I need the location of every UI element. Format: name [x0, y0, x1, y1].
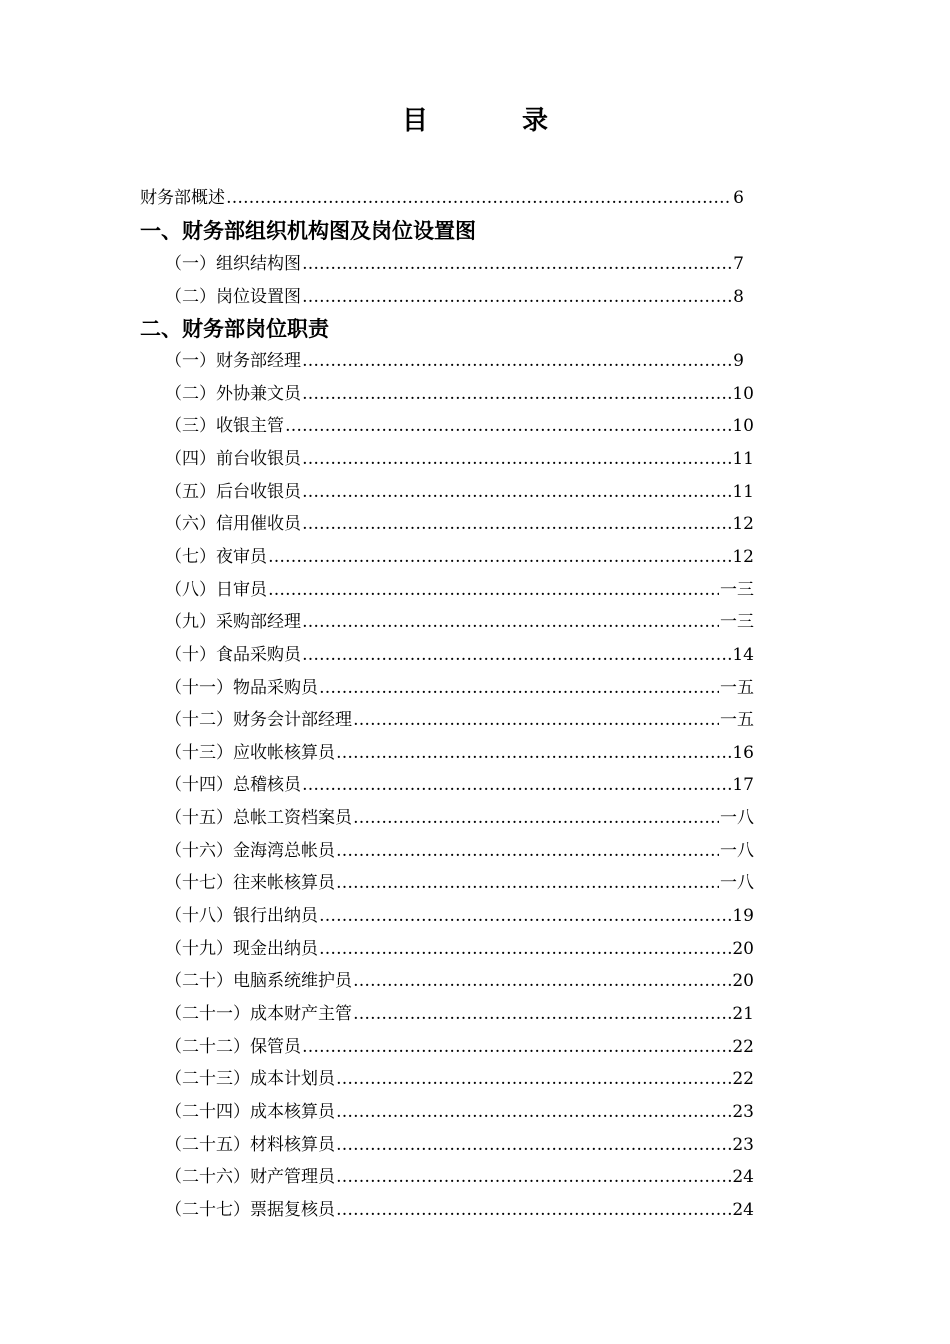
toc-page-number: 一三 [720, 612, 754, 633]
toc-entry [165, 448, 754, 470]
toc-entry [165, 840, 754, 862]
section-heading-1: 一、财务部组织机构图及岗位设置图 [140, 218, 476, 243]
dot-leader [336, 1134, 731, 1156]
toc-page-number: 21 [732, 1004, 754, 1024]
toc-entry [165, 1003, 754, 1025]
toc-entry [165, 286, 744, 308]
dot-leader [302, 350, 732, 372]
dot-leader [302, 481, 731, 503]
dot-leader [302, 774, 731, 796]
toc-page-number: 9 [733, 351, 744, 371]
toc-page-number: 17 [732, 775, 754, 796]
toc-page-number: 22 [732, 1036, 754, 1057]
dot-leader [302, 383, 731, 405]
toc-entry [165, 350, 744, 372]
dot-leader [285, 415, 731, 437]
toc-entry [165, 742, 754, 764]
toc-entry [165, 481, 754, 503]
toc-entry-label: （二）外协兼文员 [165, 383, 301, 404]
toc-entry-label: （十四）总稽核员 [165, 775, 301, 796]
toc-entry-label: （十八）银行出纳员 [165, 906, 318, 927]
toc-page-number: 19 [732, 906, 754, 927]
toc-page-number: 12 [732, 546, 754, 567]
toc-entry-label: （二十四）成本核算员 [165, 1101, 335, 1122]
dot-leader [353, 709, 719, 731]
dot-leader [336, 742, 731, 764]
toc-entry-label: （七）夜审员 [165, 546, 267, 567]
toc-page-number: 22 [732, 1069, 754, 1090]
toc-entry-label: （十九）现金出纳员 [165, 938, 318, 959]
toc-page-number: 24 [732, 1167, 754, 1188]
toc-entry [165, 1134, 754, 1156]
dot-leader [226, 187, 732, 209]
toc-entry-label: （二十六）财产管理员 [165, 1167, 335, 1188]
toc-entry [165, 709, 754, 731]
toc-entry-label: （二十五）材料核算员 [165, 1134, 335, 1155]
dot-leader [302, 286, 732, 308]
section-heading-2: 二、财务部岗位职责 [140, 316, 329, 341]
toc-entry-label: （二十）电脑系统维护员 [165, 971, 352, 992]
dot-leader [336, 1101, 731, 1123]
dot-leader [336, 840, 719, 862]
dot-leader [302, 1036, 731, 1058]
toc-entry [165, 938, 754, 960]
toc-entry [165, 677, 754, 699]
dot-leader [319, 677, 719, 699]
toc-entry-label: （五）后台收银员 [165, 481, 301, 502]
toc-entry-label: （九）采购部经理 [165, 612, 301, 633]
toc-entry-label: （一）财务部经理 [165, 351, 301, 371]
toc-entry [165, 970, 754, 992]
dot-leader [353, 970, 731, 992]
toc-entry-label: （八）日审员 [165, 579, 267, 600]
toc-entry [165, 807, 754, 829]
toc-entry-label: （一）组织结构图 [165, 254, 301, 274]
dot-leader [302, 513, 731, 535]
toc-entry-label: （二十一）成本财产主管 [165, 1004, 352, 1024]
dot-leader [353, 1003, 731, 1025]
toc-page-number: 20 [732, 938, 754, 959]
page-title: 目 录 [401, 106, 582, 136]
toc-page-number: 一八 [720, 808, 754, 829]
toc-entry-label: （六）信用催收员 [165, 514, 301, 535]
toc-page-number: 20 [732, 971, 754, 992]
toc-entry-label: （十三）应收帐核算员 [165, 742, 335, 763]
toc-entry [165, 1036, 754, 1058]
toc-page-number: 23 [732, 1134, 754, 1155]
dot-leader [336, 1068, 731, 1090]
toc-page-number: 8 [733, 286, 744, 307]
toc-page-number: 一八 [720, 840, 754, 861]
toc-page-number: 23 [732, 1101, 754, 1122]
dot-leader [336, 1166, 731, 1188]
dot-leader [336, 872, 719, 894]
toc-page-number: 12 [732, 514, 754, 535]
toc-entry [165, 872, 754, 894]
toc-entry-label: 财务部概述 [140, 188, 225, 208]
dot-leader [302, 611, 719, 633]
dot-leader [319, 905, 731, 927]
toc-entry [165, 611, 754, 633]
toc-page-number: 10 [732, 416, 754, 437]
toc-entry-label: （十五）总帐工资档案员 [165, 808, 352, 829]
toc-entry-label: （十）食品采购员 [165, 644, 301, 665]
dot-leader [268, 546, 731, 568]
toc-entry [165, 1166, 754, 1188]
toc-entry-label: （十六）金海湾总帐员 [165, 840, 335, 861]
toc-page-number: 6 [733, 188, 744, 208]
dot-leader [353, 807, 719, 829]
toc-entry [165, 1101, 754, 1123]
toc-page-number: 一八 [720, 873, 754, 894]
toc-page-number: 14 [732, 644, 754, 665]
toc-entry-label: （二十三）成本计划员 [165, 1069, 335, 1090]
toc-page-number: 16 [732, 742, 754, 763]
dot-leader [268, 579, 719, 601]
toc-entry [165, 774, 754, 796]
toc-page-number: 24 [732, 1199, 754, 1220]
toc-entry [165, 905, 754, 927]
toc-entry [165, 579, 754, 601]
toc-entry-label: （四）前台收银员 [165, 448, 301, 469]
dot-leader [336, 1199, 731, 1221]
toc-entry [165, 1199, 754, 1221]
dot-leader [302, 448, 731, 470]
toc-page-number: 10 [732, 383, 754, 404]
toc-entry-overview [140, 187, 744, 209]
toc-entry [165, 644, 754, 666]
toc-entry [165, 415, 754, 437]
toc-entry-label: （二）岗位设置图 [165, 286, 301, 307]
dot-leader [302, 644, 731, 666]
dot-leader [319, 938, 731, 960]
toc-entry-label: （十一）物品采购员 [165, 677, 318, 698]
toc-page-number: 11 [732, 481, 754, 502]
toc-entry [165, 513, 754, 535]
toc-entry-label: （十二）财务会计部经理 [165, 710, 352, 731]
toc-page-number: 一五 [720, 710, 754, 731]
toc-entry [165, 253, 744, 275]
toc-page-number: 一三 [720, 579, 754, 600]
toc-entry [165, 1068, 754, 1090]
toc-entry [165, 546, 754, 568]
toc-entry-label: （二十七）票据复核员 [165, 1199, 335, 1220]
toc-page-number: 一五 [720, 677, 754, 698]
toc-entry [165, 383, 754, 405]
toc-entry-label: （三）收银主管 [165, 416, 284, 437]
toc-page-number: 11 [732, 448, 754, 469]
toc-entry-label: （二十二）保管员 [165, 1036, 301, 1057]
toc-page-number: 7 [733, 254, 744, 274]
toc-entry-label: （十七）往来帐核算员 [165, 873, 335, 894]
dot-leader [302, 253, 732, 275]
